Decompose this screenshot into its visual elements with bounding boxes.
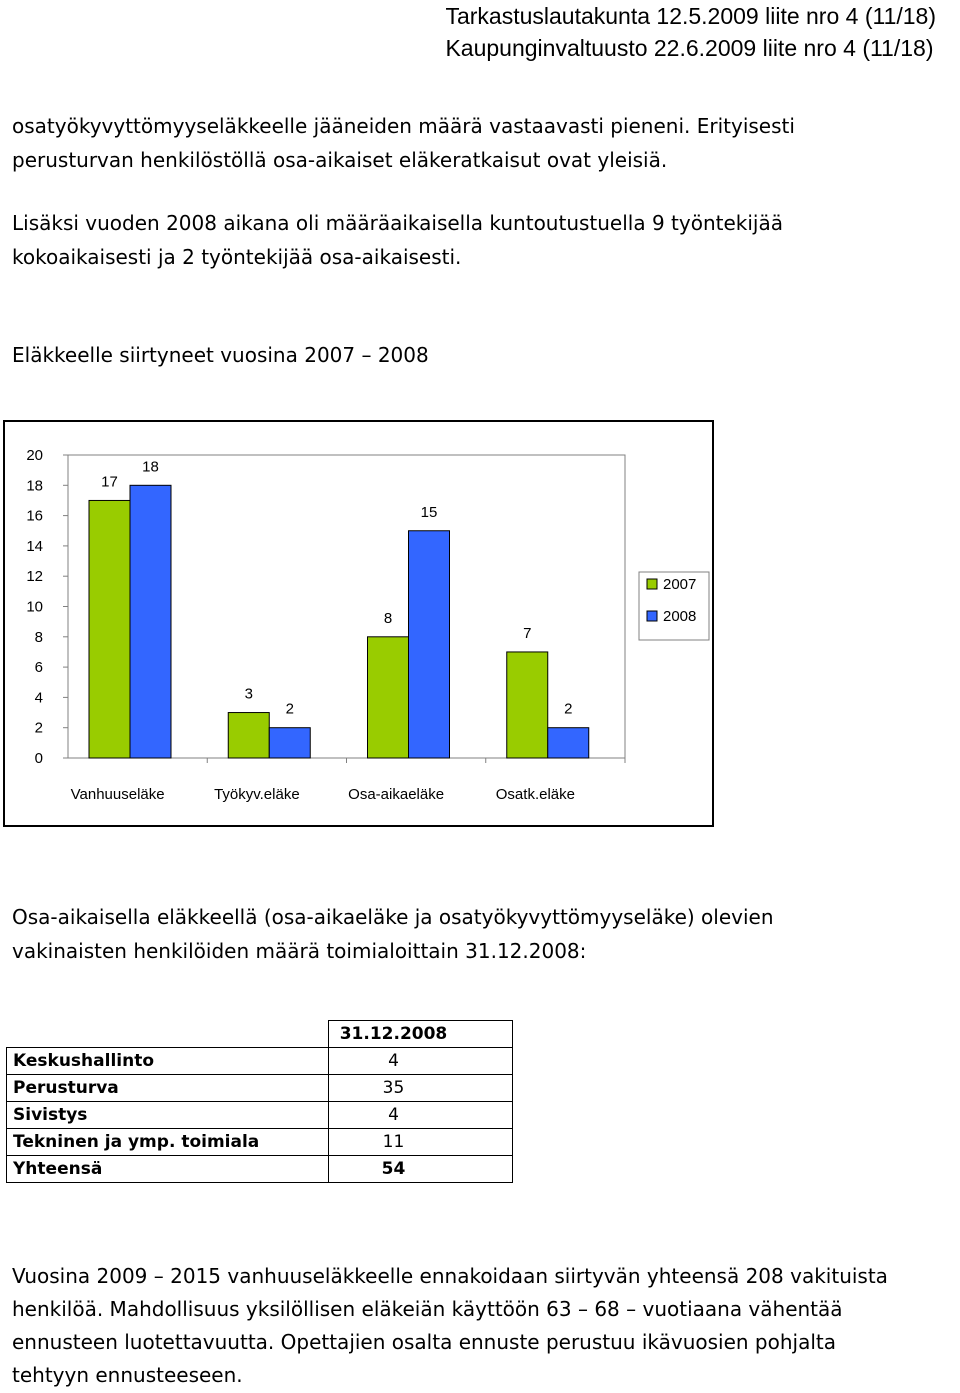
table-row — [7, 1048, 513, 1075]
table-row-value: 4 — [329, 1102, 513, 1129]
table-row-value: 11 — [329, 1129, 513, 1156]
table-header-date: 31.12.2008 — [329, 1021, 513, 1048]
table-total-row — [7, 1156, 513, 1183]
paragraph-4 — [12, 1260, 888, 1392]
paragraph-3-line-2: vakinaisten henkilöiden määrä toimialoittain 31.12.2008: — [12, 939, 587, 963]
y-tick-label: 0 — [34, 750, 43, 767]
chart-heading: Eläkkeelle siirtyneet vuosina 2007 – 2008 — [12, 343, 429, 367]
table-row-value: 4 — [329, 1048, 513, 1075]
table-row-label: Keskushallinto — [7, 1048, 329, 1075]
data-label: 15 — [420, 503, 438, 521]
bar-series-2008 — [548, 728, 589, 758]
paragraph-1-line-1: osatyökyvyttömyyseläkkeelle jääneiden määrä vastaavasti pieneni. Erityisesti — [12, 114, 795, 138]
data-label: 7 — [523, 624, 532, 642]
paragraph-2-line-1: Lisäksi vuoden 2008 aikana oli määräaikaisella kuntoutustuella 9 työntekijää — [12, 211, 783, 235]
data-label: 3 — [244, 685, 253, 703]
table-row — [7, 1102, 513, 1129]
table-row — [7, 1129, 513, 1156]
bar-series-2008 — [409, 531, 450, 758]
table-total-value: 54 — [329, 1156, 513, 1183]
table-row-label: Tekninen ja ymp. toimiala — [7, 1129, 329, 1156]
paragraph-4-line-2: henkilöä. Mahdollisuus yksilöllisen eläkeiän käyttöön 63 – 68 – vuotiaana vähentää — [12, 1297, 843, 1321]
data-label: 2 — [564, 700, 573, 718]
y-tick-label: 4 — [34, 689, 43, 707]
category-label: Osatk.eläke — [495, 786, 575, 803]
table-row-label: Perusturva — [7, 1075, 329, 1102]
legend-label-series-2007: 2007 — [663, 576, 697, 593]
paragraph-4-line-3: ennusteen luotettavuutta. Opettajien osalta ennuste perustuu ikävuosien pohjalta — [12, 1330, 836, 1354]
category-label: Osa-aikaeläke — [348, 786, 445, 803]
bar-series-2007 — [507, 652, 548, 758]
chart-svg — [5, 422, 712, 825]
paragraph-1-line-2: perusturvan henkilöstöllä osa-aikaiset eläkeratkaisut ovat yleisiä. — [12, 148, 668, 172]
y-tick-label: 8 — [34, 628, 43, 646]
legend-label-series-2008: 2008 — [663, 608, 697, 625]
part-time-pension-table — [6, 1020, 513, 1183]
bar-series-2008 — [130, 485, 171, 758]
table-row — [7, 1075, 513, 1102]
y-tick-label: 10 — [26, 598, 43, 616]
table-row-label: Sivistys — [7, 1102, 329, 1129]
legend-swatch-series-2007 — [647, 579, 657, 589]
pension-chart — [3, 420, 714, 827]
paragraph-2 — [12, 206, 783, 274]
y-tick-label: 2 — [34, 719, 43, 737]
data-label: 17 — [101, 473, 118, 491]
bar-series-2007 — [368, 637, 409, 758]
document-header — [445, 0, 936, 64]
table-row-value: 35 — [329, 1075, 513, 1102]
paragraph-4-line-1: Vuosina 2009 – 2015 vanhuuseläkkeelle ennakoidaan siirtyvän yhteensä 208 vakituista — [12, 1264, 888, 1288]
data-label: 2 — [285, 700, 294, 718]
header-line-1: Tarkastuslautakunta 12.5.2009 liite nro 4 (11/18) — [445, 3, 936, 29]
y-tick-label: 16 — [26, 507, 43, 525]
category-label: Työkyv.eläke — [214, 786, 300, 803]
data-label: 18 — [142, 458, 159, 476]
y-tick-label: 14 — [26, 537, 43, 555]
y-tick-label: 18 — [26, 477, 43, 495]
paragraph-1 — [12, 109, 795, 177]
header-line-2: Kaupunginvaltuusto 22.6.2009 liite nro 4 (11/18) — [445, 35, 934, 61]
table-header-empty — [7, 1021, 329, 1048]
bar-series-2007 — [89, 500, 130, 758]
paragraph-3 — [12, 900, 774, 968]
table-header-row — [7, 1021, 513, 1048]
y-tick-label: 20 — [26, 447, 43, 464]
bar-series-2007 — [228, 713, 269, 758]
paragraph-3-line-1: Osa-aikaisella eläkkeellä (osa-aikaeläke ja osatyökyvyttömyyseläke) olevien — [12, 905, 774, 929]
paragraph-4-line-4: tehtyyn ennusteeseen. — [12, 1363, 243, 1387]
y-tick-label: 6 — [34, 659, 43, 677]
legend-swatch-series-2008 — [647, 611, 657, 621]
paragraph-2-line-2: kokoaikaisesti ja 2 työntekijää osa-aikaisesti. — [12, 245, 462, 269]
y-tick-label: 12 — [26, 568, 43, 586]
table-total-label: Yhteensä — [7, 1156, 329, 1183]
category-label: Vanhuuseläke — [70, 786, 165, 803]
bar-series-2008 — [269, 728, 310, 758]
data-label: 8 — [383, 609, 393, 627]
